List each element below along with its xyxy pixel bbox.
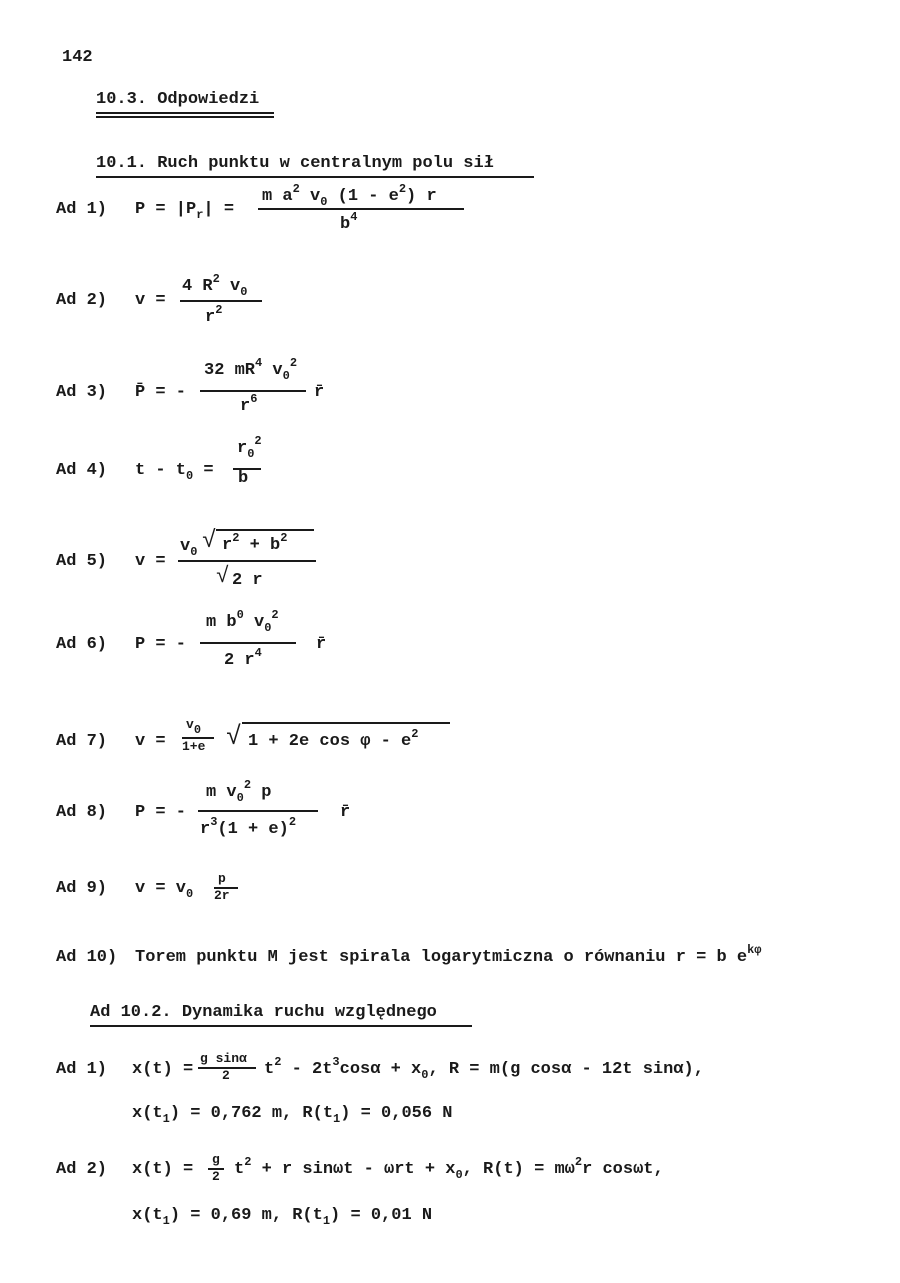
- subsection-heading-1: 10.1. Ruch punktu w centralnym polu sił: [96, 154, 494, 173]
- formula-numerator: 4 $R^2$ $v_0$: [182, 272, 248, 299]
- answer-label: Ad 5): [56, 552, 108, 571]
- formula-lhs: P = -: [135, 635, 187, 654]
- formula-numerator: g sinα: [200, 1051, 247, 1066]
- formula-rest: $t^2 + r$ $\sin\omega t - \omega rt + x_0$, $R(t) = m\omega^2r$ cosωt,: [234, 1155, 664, 1182]
- formula-lhs: t - $t_0$ =: [135, 461, 214, 483]
- formula-denominator: 1+e: [182, 739, 206, 754]
- formula-lhs: v =: [135, 291, 166, 310]
- formula-numerator: m $b^0$ $v_0^2$: [206, 608, 279, 635]
- sqrt-overbar: [242, 722, 450, 724]
- sqrt-sign-denominator: √: [216, 564, 230, 589]
- formula-lhs: $v = v_0$: [135, 879, 194, 901]
- formula-xt-lhs: x(t) =: [132, 1060, 194, 1079]
- answer-label: Ad 3): [56, 383, 108, 402]
- formula-rest: $t^2 - 2t^3\cos\alpha + x_0$, R = m(g cosα - 12t sinα),: [264, 1055, 704, 1082]
- formula-numerator: $r_0^2$: [237, 434, 262, 461]
- formula-denominator: 2r: [214, 888, 230, 903]
- answer-label: Ad 7): [56, 732, 108, 751]
- vector-r: r̄: [340, 803, 351, 822]
- fraction-bar: [200, 642, 296, 644]
- formula-numerator: v0: [186, 717, 202, 737]
- formula-numerator: m $a^2$ $v_0$ $(1 - e^2)$ r: [262, 182, 437, 209]
- subsection-heading-2-underline: [90, 1025, 472, 1027]
- subsection-heading-1-underline: [96, 176, 534, 178]
- answer-label: Ad 1): [56, 1060, 108, 1079]
- answer-label: Ad 10): [56, 948, 118, 967]
- vector-r: r̄: [316, 635, 327, 654]
- formula-numerator: g: [212, 1152, 220, 1167]
- result-line: $x(t_1) = 0,69$ m, $R(t_1) = 0,01$ N: [132, 1206, 433, 1228]
- formula-lhs: P = -: [135, 803, 187, 822]
- formula-denominator: $r^6$: [240, 392, 258, 416]
- formula-denominator: $r^2$: [205, 303, 223, 327]
- formula-numerator: p: [218, 871, 226, 886]
- formula-denominator: b: [238, 469, 249, 488]
- formula-denominator: 2: [222, 1068, 230, 1083]
- fraction-bar: [180, 300, 262, 302]
- fraction-bar: [258, 208, 464, 210]
- sqrt-sign: √: [202, 528, 217, 555]
- formula-denominator: 2: [212, 1169, 220, 1184]
- formula-denominator: 2 r: [232, 571, 263, 590]
- formula-numerator: 32 $mR^4$ $v_0^2$: [204, 356, 298, 383]
- fraction-bar: [178, 560, 316, 562]
- answer-text: Torem punktu M jest spirala logarytmiczna o równaniu r = b $e^{k\varphi}$: [135, 943, 762, 967]
- sqrt-radicand: $r^2 + b^2$: [222, 531, 288, 555]
- sqrt-sign: √: [226, 722, 242, 752]
- formula-numerator: m $v_0^2$ p: [206, 778, 272, 805]
- formula-lhs: P̄ = -: [135, 383, 187, 402]
- vector-r: r̄: [314, 383, 325, 402]
- formula-numerator: $v_0$: [180, 537, 198, 559]
- formula-denominator: 2 $r^4$: [224, 646, 262, 670]
- sqrt-overbar: [216, 529, 314, 531]
- answer-label: Ad 2): [56, 291, 108, 310]
- sqrt-radicand: 1 + 2e cos φ - $e^2$: [248, 727, 419, 751]
- subsection-heading-2: Ad 10.2. Dynamika ruchu względnego: [90, 1003, 437, 1022]
- formula-lhs: v =: [135, 732, 166, 751]
- formula-lhs: v =: [135, 552, 166, 571]
- result-line: $x(t_1) = 0,762$ m, $R(t_1) = 0,056$ N: [132, 1104, 453, 1126]
- fraction-bar: [198, 810, 318, 812]
- answer-label: Ad 8): [56, 803, 108, 822]
- answer-label: Ad 9): [56, 879, 108, 898]
- answer-label: Ad 1): [56, 200, 108, 219]
- page-number: 142: [62, 48, 93, 67]
- answer-label: Ad 6): [56, 635, 108, 654]
- formula-denominator: $r^3(1 + e)^2$: [200, 815, 297, 839]
- section-heading: 10.3. Odpowiedzi: [96, 90, 260, 109]
- formula-xt-lhs: x(t) =: [132, 1160, 194, 1179]
- section-heading-underline: [96, 112, 274, 118]
- answer-label: Ad 2): [56, 1160, 108, 1179]
- formula-lhs: $P = |P_r|$ =: [135, 200, 235, 222]
- formula-denominator: $b^4$: [340, 210, 358, 234]
- answer-label: Ad 4): [56, 461, 108, 480]
